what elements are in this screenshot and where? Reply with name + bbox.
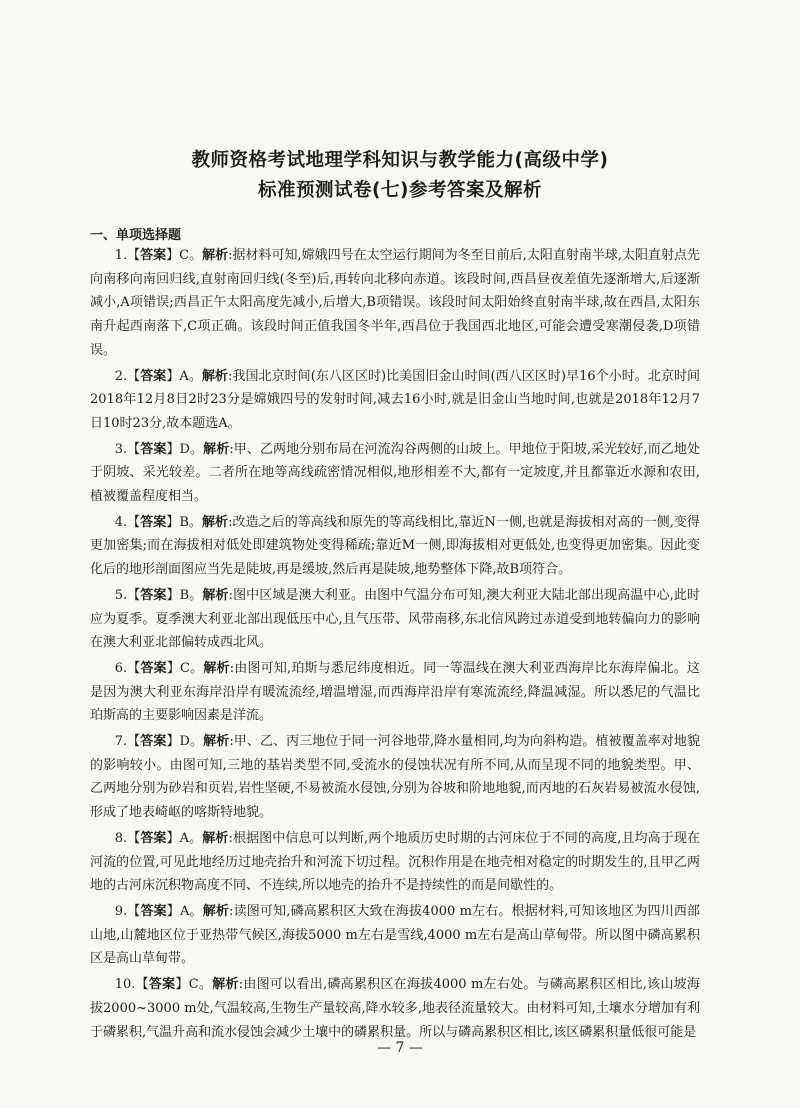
answer-choice: A	[179, 903, 190, 919]
item-number: 5.	[114, 587, 128, 603]
item-number: 8.	[114, 830, 128, 846]
analysis-label: 解析	[202, 587, 229, 603]
analysis-label: 解析	[212, 977, 239, 993]
answer-label: 答案	[140, 441, 167, 457]
answer-item: 3.【答案】D。解析:甲、乙两地分别布局在河流沟谷两侧的山坡上。甲地位于阳坡,采光较好,而乙地处于阴坡、采光较差。二者所在地等高线疏密情况相似,地形相差不大,都有一定坡度,并且都靠近水源和农田,植被覆盖程度相当。	[90, 441, 700, 505]
answer-label: 答案	[148, 977, 176, 993]
answer-item: 6.【答案】C。解析:由图可知,珀斯与悉尼纬度相近。同一等温线在澳大利亚西海岸比东海岸偏北。这是因为澳大利亚东海岸沿岸有暖流流经,增温增湿,而西海岸沿岸有寒流流经,降温减湿。所以悉尼的气温比珀斯高的主要影响因素是洋流。	[90, 660, 700, 724]
analysis-label: 解析	[201, 368, 228, 384]
analysis-label: 解析	[201, 514, 229, 530]
answer-item: 8.【答案】A。解析:根据图中信息可以判断,两个地质历史时期的古河床位于不同的高度,且均高于现在河流的位置,可见此地经历过地壳抬升和河流下切过程。沉积作用是在地壳相对稳定的时期发生的,且甲乙两地的古河床沉积物高度不同、不连续,所以地壳的抬升不是持续性的而是间歇性的。	[90, 830, 700, 894]
analysis-text: 由图可以看出,磷高累积区在海拔4000 m左右处。与磷高累积区相比,该山坡海拔2000~3000 m处,气温较高,生物生产量较高,降水较多,地表径流量较大。由材料可知,土壤水分增加有利于磷累积,气温升高和流水侵蚀会减少土壤中的磷累积量。所以与磷高累积区相比,该区磷累积量低很可能是	[90, 977, 700, 1040]
answer-item: 2.【答案】A。解析:我国北京时间(东八区区时)比美国旧金山时间(西八区区时)早16个小时。北京时间2018年12月8日2时23分是嫦娥四号的发射时间,减去16小时,就是旧金山当地时间,也就是2018年12月7日10时23分,故本题选A。	[90, 368, 700, 431]
answer-label: 答案	[140, 660, 167, 676]
answer-choice: C	[188, 977, 199, 993]
analysis-text: 根据图中信息可以判断,两个地质历史时期的古河床位于不同的高度,且均高于现在河流的位置,可见此地经历过地壳抬升和河流下切过程。沉积作用是在地壳相对稳定的时期发生的,且甲乙两地的古河床沉积物高度不同、不连续,所以地壳的抬升不是持续性的而是间歇性的。	[90, 830, 700, 894]
answer-label: 答案	[140, 368, 167, 384]
item-number: 4.	[114, 514, 128, 530]
answer-label: 答案	[140, 514, 167, 530]
answer-label: 答案	[140, 903, 167, 919]
answer-choice: A	[179, 830, 190, 846]
analysis-text: 甲、乙两地分别布局在河流沟谷两侧的山坡上。甲地位于阳坡,采光较好,而乙地处于阴坡、采光较差。二者所在地等高线疏密情况相似,地形相差不大,都有一定坡度,并且都靠近水源和农田,植被覆盖程度相当。	[90, 441, 700, 505]
answer-item: 1.【答案】C。解析:据材料可知,嫦娥四号在太空运行期间为冬至日前后,太阳直射南半球,太阳直射点先向南移向南回归线,直射南回归线(冬至)后,再转向北移向赤道。该段时间,西昌昼夜差值先逐渐增大,后逐渐减小,A项错误;西昌正午太阳高度先减小,后增大,B项错误。该段时间太阳始终直射南半球,故在西昌,太阳东南升起西南落下,C项正确。该段时间正值我国冬半年,西昌位于我国西北地区,可能会遭受寒潮侵袭,D项错误。	[90, 248, 700, 358]
section-heading: 一、单项选择题	[90, 228, 182, 243]
analysis-text: 我国北京时间(东八区区时)比美国旧金山时间(西八区区时)早16个小时。北京时间2018年12月8日2时23分是嫦娥四号的发射时间,减去16小时,就是旧金山当地时间,也就是2018年12月7日10时23分,故本题选A。	[90, 368, 700, 431]
answer-choice: C	[180, 660, 190, 676]
answer-choice: A	[179, 368, 189, 384]
analysis-text: 读图可知,磷高累积区大致在海拔4000 m左右。根据材料,可知该地区为四川西部山地,山麓地区位于亚热带气候区,海拔5000 m左右是雪线,4000 m左右是高山草甸带。所以图中磷高累积区是高山草甸带。	[90, 903, 700, 967]
answer-choice: D	[179, 734, 190, 750]
answer-choice: C	[179, 248, 190, 263]
page-number: — 7 —	[377, 1040, 423, 1056]
answer-label: 答案	[140, 734, 167, 750]
analysis-label: 解析	[203, 660, 230, 676]
answer-item: 9.【答案】A。解析:读图可知,磷高累积区大致在海拔4000 m左右。根据材料,可知该地区为四川西部山地,山麓地区位于亚热带气候区,海拔5000 m左右是雪线,4000 m左右是高山草甸带。所以图中磷高累积区是高山草甸带。	[90, 903, 700, 967]
analysis-text: 甲、乙、丙三地位于同一河谷地带,降水量相同,均为向斜构造。植被覆盖率对地貌的影响较小。由图可知,三地的基岩类型不同,受流水的侵蚀状况有所不同,从而呈现不同的地貌类型。甲、乙两地分别为砂岩和页岩,岩性坚硬,不易被流水侵蚀,分别为谷坡和阶地地貌,而丙地的石灰岩易被流水侵蚀,形成了地表崎岖的喀斯特地貌。	[90, 734, 700, 821]
answer-item: 4.【答案】B。解析:改造之后的等高线和原先的等高线相比,靠近N一侧,也就是海拔相对高的一侧,变得更加密集;而在海拔相对低处即建筑物处变得稀疏;靠近M一侧,即海拔相对更低处,也变得更加密集。因此变化后的地形剖面图应当先是陡坡,再是缓坡,然后再是陡坡,地势整体下降,故B项符合。	[90, 514, 700, 578]
answer-choice: D	[179, 441, 190, 457]
item-number: 6.	[114, 660, 128, 676]
analysis-text: 由图可知,珀斯与悉尼纬度相近。同一等温线在澳大利亚西海岸比东海岸偏北。这是因为澳大利亚东海岸沿岸有暖流流经,增温增湿,而西海岸沿岸有寒流流经,降温减湿。所以悉尼的气温比珀斯高的主要影响因素是洋流。	[90, 660, 700, 724]
answer-list	[90, 244, 700, 1046]
analysis-text: 据材料可知,嫦娥四号在太空运行期间为冬至日前后,太阳直射南半球,太阳直射点先向南移向南回归线,直射南回归线(冬至)后,再转向北移向赤道。该段时间,西昌昼夜差值先逐渐增大,后逐渐减小,A项错误;西昌正午太阳高度先减小,后增大,B项错误。该段时间太阳始终直射南半球,故在西昌,太阳东南升起西南落下,C项正确。该段时间正值我国冬半年,西昌位于我国西北地区,可能会遭受寒潮侵袭,D项错误。	[90, 248, 700, 358]
item-number: 1.	[114, 248, 128, 263]
document-title: 教师资格考试地理学科知识与教学能力(高级中学)	[191, 150, 609, 171]
answer-label: 答案	[140, 248, 167, 263]
item-number: 7.	[114, 734, 128, 750]
analysis-text: 改造之后的等高线和原先的等高线相比,靠近N一侧,也就是海拔相对高的一侧,变得更加密集;而在海拔相对低处即建筑物处变得稀疏;靠近M一侧,即海拔相对更低处,也变得更加密集。因此变化后的地形剖面图应当先是陡坡,再是缓坡,然后再是陡坡,地势整体下降,故B项符合。	[90, 514, 700, 578]
analysis-label: 解析	[203, 734, 230, 750]
item-number: 9.	[114, 903, 128, 919]
item-number: 2.	[114, 368, 128, 384]
item-number: 10.	[114, 977, 136, 993]
answer-label: 答案	[140, 587, 167, 603]
analysis-label: 解析	[202, 248, 229, 263]
analysis-label: 解析	[202, 830, 229, 846]
item-number: 3.	[114, 441, 128, 457]
answer-choice: B	[179, 514, 189, 530]
document-subtitle: 标准预测试卷(七)参考答案及解析	[258, 180, 542, 201]
answer-item: 5.【答案】B。解析:图中区域是澳大利亚。由图中气温分布可知,澳大利亚大陆北部出现高温中心,此时应为夏季。夏季澳大利亚北部出现低压中心,且气压带、风带南移,东北信风跨过赤道受到地转偏向力的影响在澳大利亚北部偏转成西北风。	[90, 587, 700, 651]
answer-item: 7.【答案】D。解析:甲、乙、丙三地位于同一河谷地带,降水量相同,均为向斜构造。植被覆盖率对地貌的影响较小。由图可知,三地的基岩类型不同,受流水的侵蚀状况有所不同,从而呈现不同的地貌类型。甲、乙两地分别为砂岩和页岩,岩性坚硬,不易被流水侵蚀,分别为谷坡和阶地地貌,而丙地的石灰岩易被流水侵蚀,形成了地表崎岖的喀斯特地貌。	[90, 734, 700, 821]
analysis-text: 图中区域是澳大利亚。由图中气温分布可知,澳大利亚大陆北部出现高温中心,此时应为夏季。夏季澳大利亚北部出现低压中心,且气压带、风带南移,东北信风跨过赤道受到地转偏向力的影响在澳大利亚北部偏转成西北风。	[90, 587, 700, 651]
answer-label: 答案	[140, 830, 167, 846]
answer-choice: B	[179, 587, 190, 603]
analysis-label: 解析	[202, 903, 230, 919]
analysis-label: 解析	[203, 441, 230, 457]
answer-item: 10.【答案】C。解析:由图可以看出,磷高累积区在海拔4000 m左右处。与磷高累积区相比,该山坡海拔2000~3000 m处,气温较高,生物生产量较高,降水较多,地表径流量较大。由材料可知,土壤水分增加有利于磷累积,气温升高和流水侵蚀会减少土壤中的磷累积量。所以与磷高累积区相比,该区磷累积量低很可能是	[90, 977, 700, 1040]
